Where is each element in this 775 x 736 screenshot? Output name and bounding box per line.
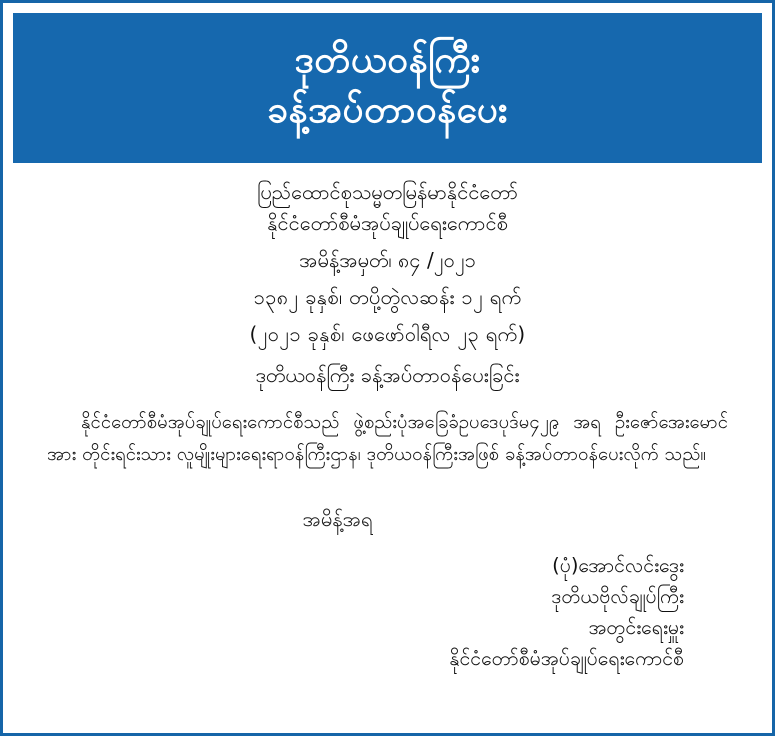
date-myanmar-era: ၁၃၈၂ ခုနှစ်၊ တပို့တွဲလဆန်း ၁၂ ရက် (253, 284, 522, 309)
title-banner (13, 13, 762, 163)
signer-position: အတွင်းရေးမှူး (588, 616, 684, 639)
header-country: ပြည်ထောင်စုသမ္မတမြန်မာနိုင်ငံတော် (257, 179, 518, 204)
date-gregorian: (၂၀၂၁ ခုနှစ်၊ ဖေဖော်ဝါရီလ ၂၃ ရက်) (249, 321, 526, 346)
order-number: အမိန့်အမှတ်၊ ၈၄ /၂၀၂၁ (299, 247, 476, 272)
signer-name: (ပုံ)အောင်လင်းဒွေး (552, 553, 684, 577)
signer-rank: ဒုတိယဗိုလ်ချုပ်ကြီး (551, 584, 684, 608)
header-council: နိုင်ငံတော်စီမံအုပ်ချုပ်ရေးကောင်စီ (267, 210, 508, 235)
order-subject: ဒုတိယဝန်ကြီး ခန့်အပ်တာဝန်ပေးခြင်း (255, 362, 520, 387)
order-paragraph (47, 407, 728, 472)
signature-block (47, 550, 728, 675)
banner-title-line-1: ဒုတိယဝန်ကြီး (294, 38, 481, 81)
signer-organization: နိုင်ငံတော်စီမံအုပ်ချုပ်ရေးကောင်စီ (449, 647, 684, 671)
document-body (13, 163, 762, 675)
by-order-label: အမိန့်အရ (302, 506, 373, 531)
banner-title-line-2: ခန့်အပ်တာဝန်ပေး (267, 87, 508, 131)
paragraph-text: နိုင်ငံတော်စီမံအုပ်ချုပ်ရေးကောင်စီသည် ဖွဲ့စည်းပုံအခြေခံဥပဒေပုဒ်မ၄၂၉ အရ ဦးဇော်အေးမောင် အား တိုင်းရင်းသား လူမျိုးများရေးရာဝန်ကြီးဌာန၊ ဒုတိယဝန်ကြီးအဖြစ် ခန့်အပ်တာဝန်ပေးလိုက် သည်။ (47, 411, 728, 466)
